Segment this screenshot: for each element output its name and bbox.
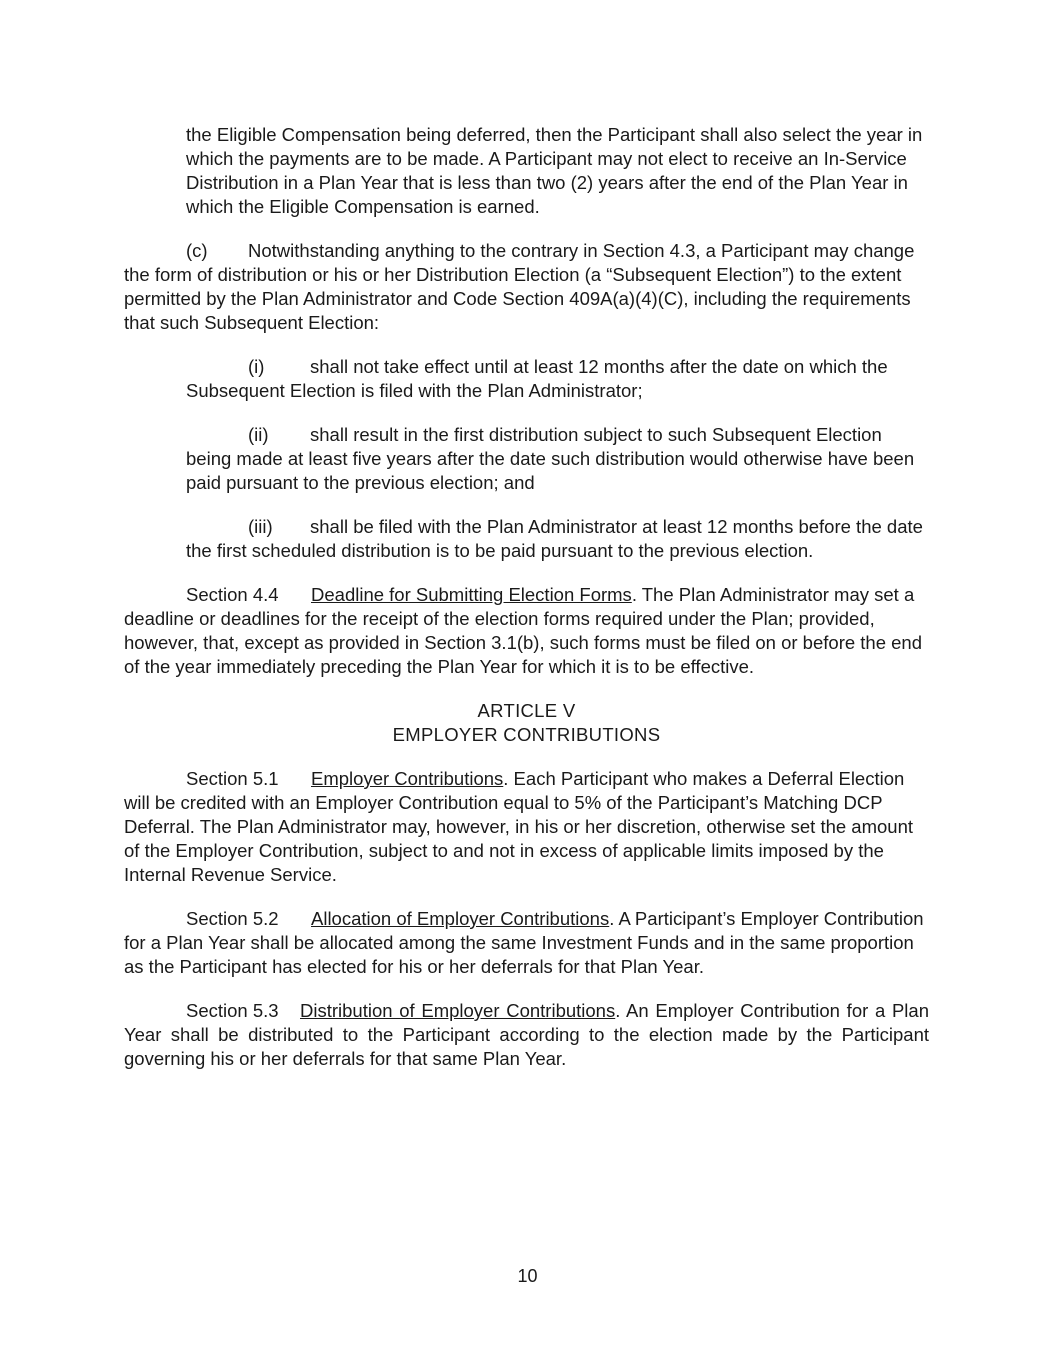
section-5-1-number: Section 5.1: [186, 768, 279, 789]
list-item-iii: [124, 515, 929, 563]
page-number: 10: [517, 1266, 538, 1286]
section-5-2-title: Allocation of Employer Contributions: [311, 908, 610, 929]
list-item-iii-text: shall be filed with the Plan Administrator at least 12 months before the date the first scheduled distribution is to be paid pursuant to the previous election.: [186, 516, 923, 561]
section-5-3-title: Distribution of Employer Contributions: [300, 1000, 616, 1021]
list-item-ii: [124, 423, 929, 495]
section-5-1: [124, 767, 929, 887]
document-page: [124, 123, 929, 1071]
section-5-2: [124, 907, 929, 979]
paragraph-c-label: (c): [186, 240, 208, 261]
section-5-1-title: Employer Contributions: [311, 768, 504, 789]
section-4-4-number: Section 4.4: [186, 584, 279, 605]
section-4-4-title: Deadline for Submitting Election Forms: [311, 584, 632, 605]
section-4-4: [124, 583, 929, 679]
paragraph-c-text: Notwithstanding anything to the contrary in Section 4.3, a Participant may change the form of distribution or his or her Distribution Election (a “Subsequent Election”) to the extent permitted by the Plan Administrator and Code Section 409A(a)(4)(C), including the requirements that such Subsequent Election:: [124, 240, 915, 333]
section-5-3: [124, 999, 929, 1071]
list-item-ii-text: shall result in the first distribution subject to such Subsequent Election being made at least five years after the date such distribution would otherwise have been paid pursuant to the previous election; and: [186, 424, 915, 493]
paragraph-c: [124, 239, 929, 335]
section-5-2-number: Section 5.2: [186, 908, 279, 929]
section-4-4-text: . The Plan Administrator may set a deadline or deadlines for the receipt of the election forms required under the Plan; provided, however, that, except as provided in Section 3.1(b), such forms must be filed on or before the end of the year immediately preceding the Plan Year for which it is to be effective.: [124, 584, 923, 677]
list-item-ii-label: (ii): [248, 424, 269, 445]
article-heading: [124, 699, 929, 747]
section-5-3-number: Section 5.3: [186, 1000, 279, 1021]
section-5-3-text: . An Employer Contribution for a Plan Year shall be distributed to the Participant according to the election made by the Participant governing his or her deferrals for that same Plan Year.: [124, 1000, 929, 1069]
list-item-i: [124, 355, 929, 403]
continuation-paragraph: the Eligible Compensation being deferred, then the Participant shall also select the year in which the payments are to be made. A Participant may not elect to receive an In-Service Distribution in a Plan Year that is less than two (2) years after the end of the Plan Year in which the Eligible Compensation is earned.: [186, 124, 923, 217]
section-5-1-text: . Each Participant who makes a Deferral Election will be credited with an Employer Contribution equal to 5% of the Participant’s Matching DCP Deferral. The Plan Administrator may, however, in his or her discretion, otherwise set the amount of the Employer Contribution, subject to and not in excess of applicable limits imposed by the Internal Revenue Service.: [124, 768, 914, 885]
list-item-i-text: shall not take effect until at least 12 months after the date on which the Subsequent Election is filed with the Plan Administrator;: [186, 356, 888, 401]
section-5-2-text: . A Participant’s Employer Contribution for a Plan Year shall be allocated among the same Investment Funds and in the same proportion as the Participant has elected for his or her deferrals for that Plan Year.: [124, 908, 924, 977]
article-number: ARTICLE V: [477, 700, 576, 721]
list-item-iii-label: (iii): [248, 516, 273, 537]
article-title: EMPLOYER CONTRIBUTIONS: [392, 724, 661, 745]
list-item-i-label: (i): [248, 356, 265, 377]
